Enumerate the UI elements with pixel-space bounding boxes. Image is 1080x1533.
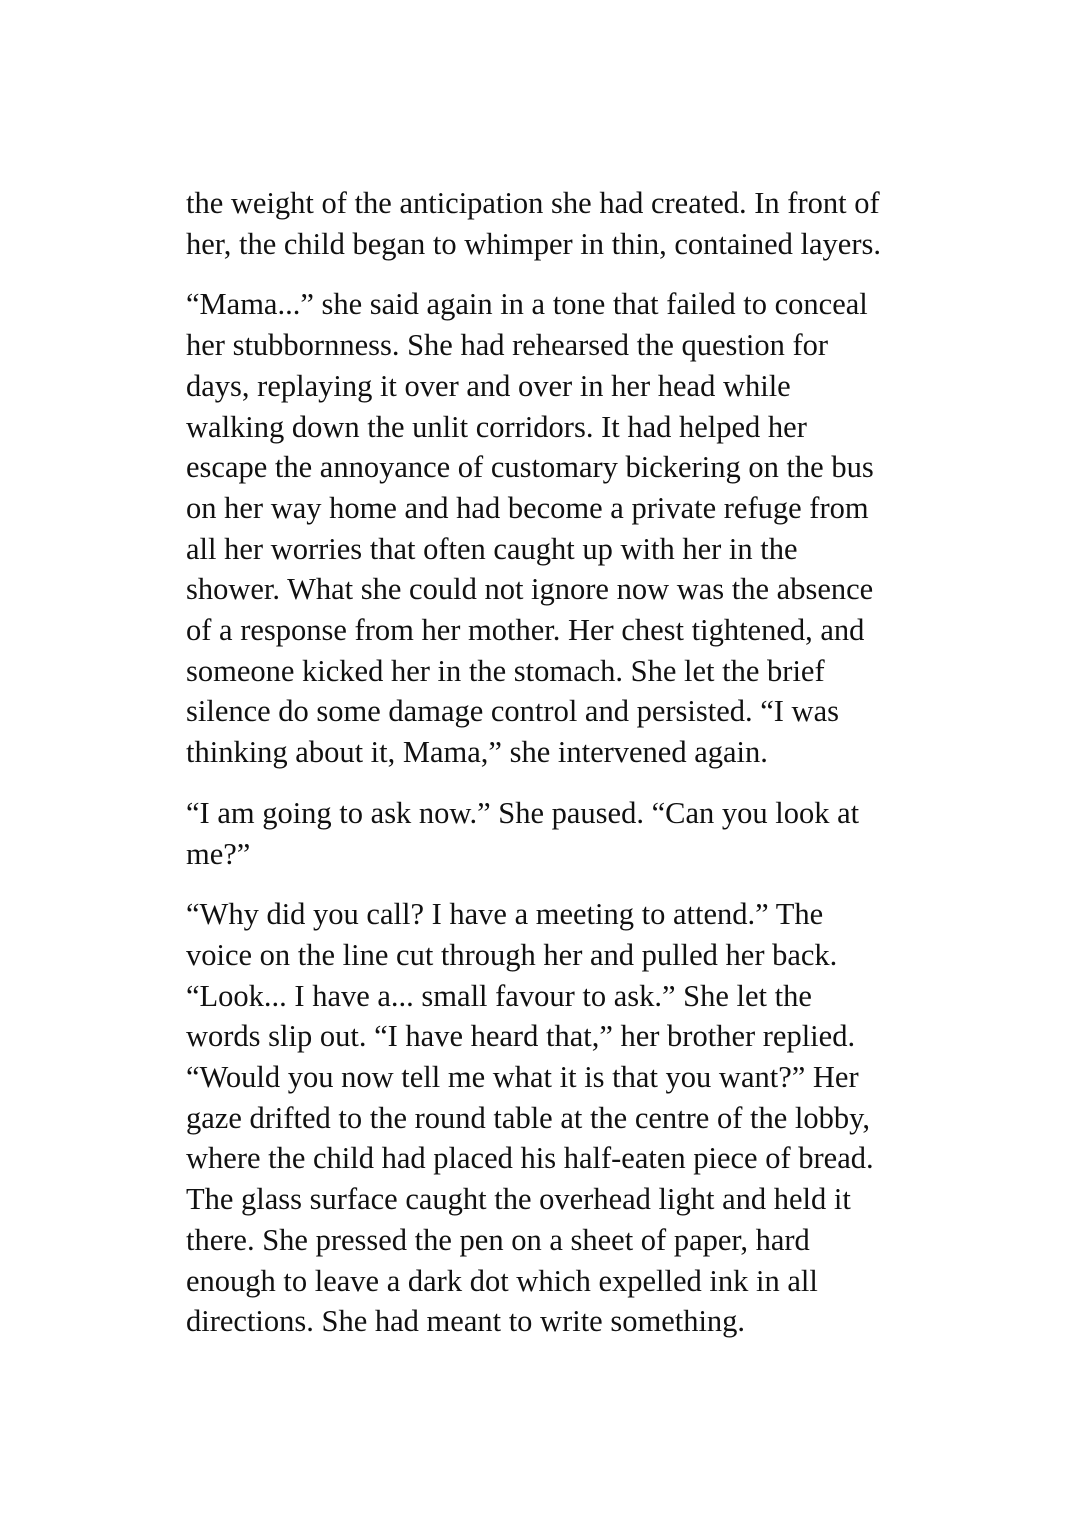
text-line: “Would you now tell me what it is that you want?” Her <box>186 1060 859 1095</box>
text-line: the weight of the anticipation she had created. In front of <box>186 186 880 220</box>
text-line: The glass surface caught the overhead light and held it <box>186 1182 851 1217</box>
text-line: her stubbornness. She had rehearsed the question for <box>186 328 829 363</box>
text-line: voice on the line cut through her and pulled her back. <box>186 937 838 972</box>
text-line: gaze drifted to the round table at the centre of the lobby, <box>186 1100 871 1135</box>
text-line: silence do some damage control and persisted. “I was <box>186 694 839 729</box>
paragraph <box>186 793 894 874</box>
text-line: where the child had placed his half-eaten piece of bread. <box>186 1141 874 1176</box>
text-line: “I am going to ask now.” She paused. “Can you look at <box>186 795 860 830</box>
paragraph <box>186 284 894 772</box>
text-line: directions. She had meant to write something. <box>186 1304 746 1339</box>
text-line: there. She pressed the pen on a sheet of paper, hard <box>186 1222 810 1257</box>
text-line: of a response from her mother. Her chest tightened, and <box>186 613 865 648</box>
text-line: words slip out. “I have heard that,” her brother replied. <box>186 1019 856 1054</box>
text-line: me?” <box>186 836 251 871</box>
text-line: walking down the unlit corridors. It had helped her <box>186 409 807 444</box>
body-text <box>186 183 894 1362</box>
text-line: “Why did you call? I have a meeting to attend.” The <box>186 897 824 932</box>
text-line: all her worries that often caught up with her in the <box>186 531 798 566</box>
text-line: enough to leave a dark dot which expelled ink in all <box>186 1263 818 1298</box>
text-line: someone kicked her in the stomach. She let the brief <box>186 653 825 688</box>
text-line: her, the child began to whimper in thin, contained layers. <box>186 226 881 261</box>
paragraph <box>186 894 894 1342</box>
text-line: days, replaying it over and over in her head while <box>186 368 791 403</box>
text-line: escape the annoyance of customary bickering on the bus <box>186 450 874 485</box>
text-line: on her way home and had become a private refuge from <box>186 490 869 525</box>
text-line: “Look... I have a... small favour to ask.” She let the <box>186 978 812 1013</box>
paragraph <box>186 183 894 264</box>
text-line: “Mama...” she said again in a tone that failed to conceal <box>186 287 868 322</box>
text-line: thinking about it, Mama,” she intervened again. <box>186 735 768 770</box>
text-line: shower. What she could not ignore now was the absence <box>186 572 874 607</box>
